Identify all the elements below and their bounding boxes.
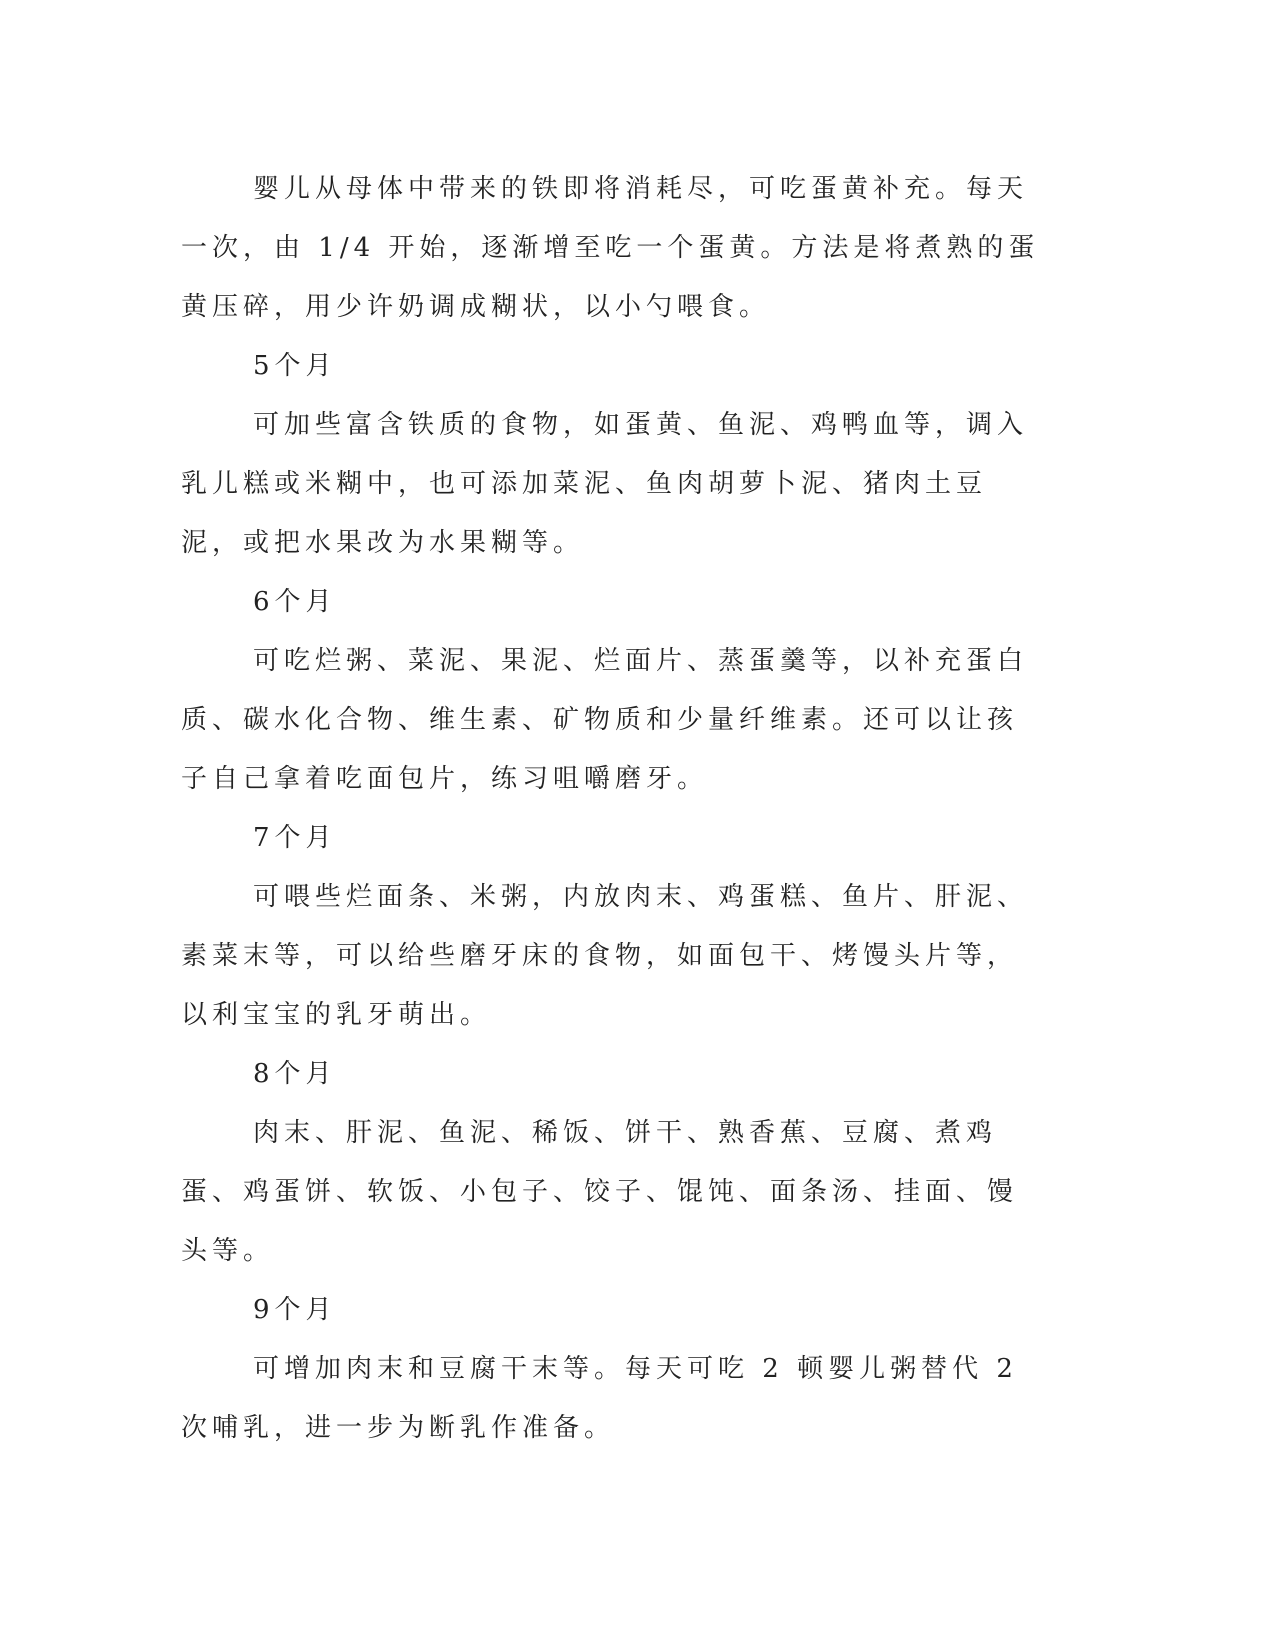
- paragraph-line: 可增加肉末和豆腐干末等。每天可吃 2 顿婴儿粥替代 2 次哺乳，: [181, 1354, 1018, 1443]
- paragraph-line: 肉末、肝泥、鱼泥、稀饭、饼干、熟香蕉、豆腐、煮鸡蛋、鸡蛋: [181, 1118, 998, 1207]
- paragraph-line: 水化合物、维生素、矿物质和少量纤维素。还可以让孩子自己拿着吃: [181, 705, 1019, 794]
- paragraph-line: 饼、软饭、小包子、饺子、馄饨、面条汤、挂面、馒头等。: [181, 1177, 1019, 1266]
- paragraph-line: 进一步为断乳作准备。: [305, 1413, 616, 1443]
- paragraph-line: 由 1/4 开始，逐渐增至吃一个蛋黄。方法是将煮熟的蛋黄压碎，用少许: [181, 233, 1040, 322]
- document-body: [181, 160, 1045, 1458]
- paragraph-line: 等，可以给些磨牙床的食物，如面包干、烤馒头片等，以利宝宝的乳: [181, 941, 1019, 1030]
- paragraph-line: 可喂些烂面条、米粥，内放肉末、鸡蛋糕、鱼片、肝泥、素菜末: [181, 882, 1029, 971]
- section-heading: 8个月: [253, 1059, 337, 1089]
- body-paragraph: [181, 1104, 1045, 1281]
- body-paragraph: [181, 1340, 1045, 1458]
- body-paragraph: [181, 632, 1045, 809]
- paragraph-line: 奶调成糊状，以小勺喂食。: [398, 292, 771, 322]
- section-heading: 7个月: [253, 823, 337, 853]
- body-paragraph: [181, 396, 1045, 573]
- paragraph-line: 可加些富含铁质的食物，如蛋黄、鱼泥、鸡鸭血等，调入乳儿糕: [181, 410, 1029, 499]
- body-paragraph: [181, 160, 1045, 337]
- paragraph-line: 牙萌出。: [367, 1000, 492, 1030]
- paragraph-line: 为水果糊等。: [398, 528, 585, 558]
- body-paragraph: [181, 868, 1045, 1045]
- section-heading: 6个月: [253, 587, 337, 617]
- paragraph-line: 面包片，练习咀嚼磨牙。: [367, 764, 709, 794]
- paragraph-line: 婴儿从母体中带来的铁即将消耗尽，可吃蛋黄补充。每天一次，: [181, 174, 1029, 263]
- paragraph-line: 或米糊中，也可添加菜泥、鱼肉胡萝卜泥、猪肉土豆泥，或把水果改: [181, 469, 988, 558]
- section-heading: 5个月: [253, 351, 337, 381]
- section-heading: 9个月: [253, 1295, 337, 1325]
- paragraph-line: 可吃烂粥、菜泥、果泥、烂面片、蒸蛋羹等，以补充蛋白质、碳: [181, 646, 1029, 735]
